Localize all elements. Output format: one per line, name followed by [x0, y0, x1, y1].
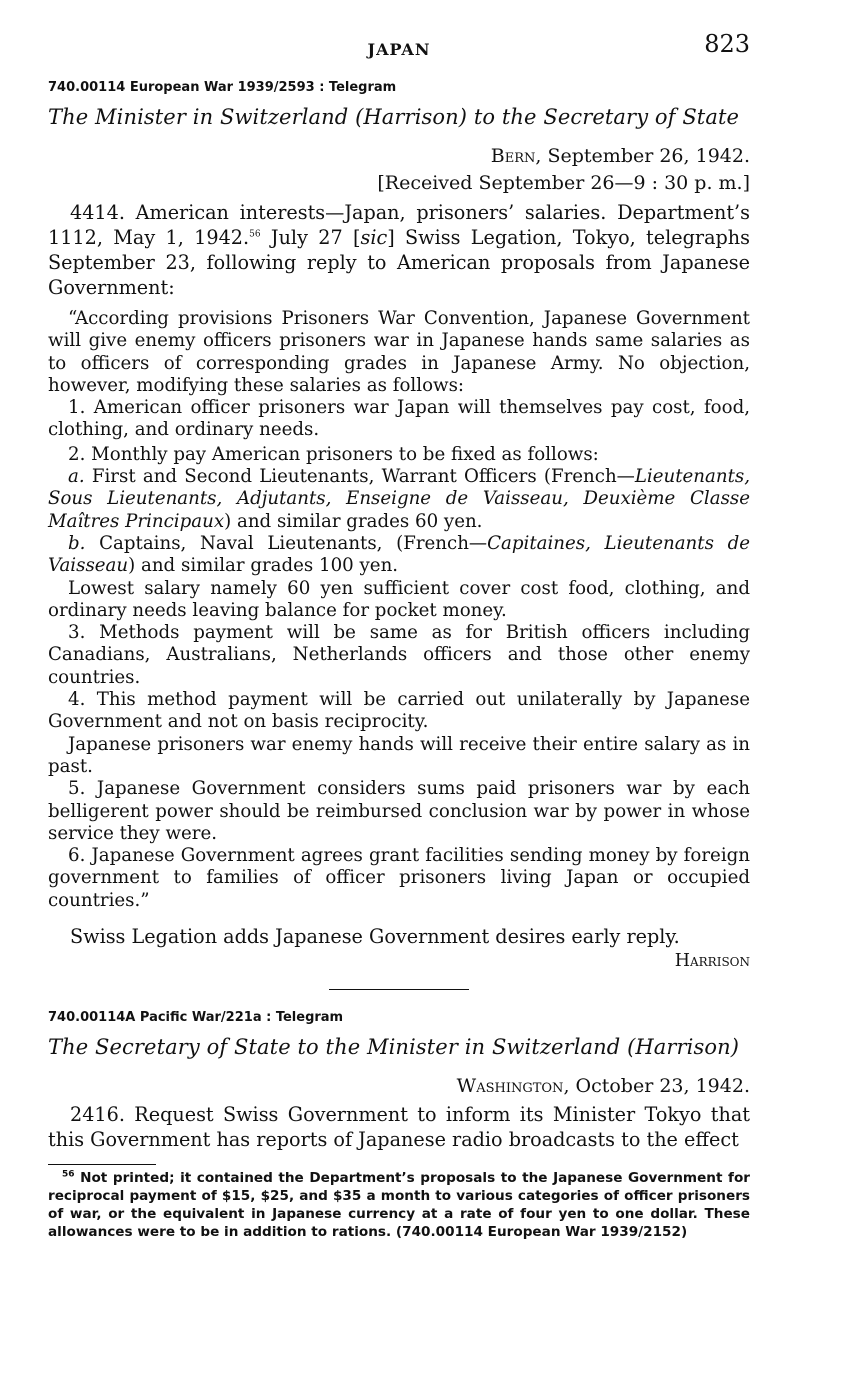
- quote-lowest-salary: Lowest salary namely 60 yen sufficient cover cost food, clothing, and ordinary needs leaving balance for pocket money.: [48, 577, 750, 621]
- quote-item-5: 5. Japanese Government considers sums paid prisoners war by each belligerent power should be reimbursed conclusion war by power in whose service they were.: [48, 778, 750, 844]
- dateline-date: , October 23, 1942.: [563, 1075, 750, 1098]
- footnote-text: Not printed; it contained the Department’s proposals to the Japanese Government for reciprocal payment of $15, $25, and $35 a month to various categories of officer prisoners of war, or the equivalent in Japanese currency at a rate of four yen to one dollar. These allowances were to be in addition to rations. (740.00114 European War 1939/2152): [48, 1170, 750, 1241]
- item-label: a.: [68, 466, 85, 488]
- item-label: b.: [68, 532, 86, 554]
- sic-notation: sic: [360, 226, 388, 249]
- footnote-marker: 56: [62, 1169, 75, 1180]
- paragraph-text: July 27 [: [260, 226, 361, 249]
- quote-item-1: 1. American officer prisoners war Japan will themselves pay cost, food, clothing, and ordinary needs.: [48, 397, 750, 441]
- page: [48, 30, 750, 1241]
- closing-paragraph: Swiss Legation adds Japanese Government desires early reply.: [70, 925, 680, 949]
- received-line: [Received September 26—9 : 30 p. m.]: [377, 172, 750, 194]
- quote-item-4: 4. This method payment will be carried out unilaterally by Japanese Government and not on basis reciprocity.: [48, 689, 750, 733]
- dateline-1: [48, 143, 750, 170]
- signature: Harrison: [674, 951, 750, 972]
- dateline-place: Bern: [490, 145, 536, 167]
- running-title: JAPAN: [367, 40, 431, 59]
- paragraph-text: 4414. American interests—Japan, prisoners’ salaries. Department’s 1112, May 1, 1942.: [48, 201, 750, 249]
- paragraph-text: ] Swiss Legation, Tokyo, telegraphs September 23, following reply to American proposals from Japanese Government:: [48, 226, 750, 299]
- quote-item-b: [48, 533, 750, 578]
- document-heading-1: The Minister in Switzerland (Harrison) to the Secretary of State: [48, 105, 740, 129]
- quote-japanese-prisoners: Japanese prisoners war enemy hands will receive their entire salary as in past.: [48, 733, 750, 777]
- telegram-paragraph-2: 2416. Request Swiss Government to inform its Minister Tokyo that this Government has reports of Japanese radio broadcasts to the effect: [48, 1103, 750, 1152]
- quote-paragraph: “According provisions Prisoners War Convention, Japanese Government will give enemy officers prisoners war in Japanese hands same salaries as to officers of corresponding grades in Japanese Army. No objection, however, modifying these salaries as follows:: [48, 308, 750, 396]
- quoted-reply: [48, 308, 750, 912]
- telegram-paragraph-1: [48, 200, 750, 300]
- quote-item-2: 2. Monthly pay American prisoners to be fixed as follows:: [68, 443, 599, 465]
- item-text: ) and similar grades 100 yen.: [128, 555, 399, 577]
- item-text-italic: Lieutenants, Sous Lieutenants, Adjutants, Enseigne de Vaisseau, Deuxième Classe Maîtres Principaux: [48, 466, 750, 532]
- document-heading-2: The Secretary of State to the Minister in Switzerland (Harrison): [48, 1035, 740, 1060]
- item-text: First and Second Lieutenants, Warrant Officers (French—: [84, 466, 635, 488]
- dateline-place: Washington: [456, 1075, 564, 1098]
- item-text: Captains, Naval Lieutenants, (French—: [85, 532, 488, 554]
- footnote-reference: 56: [249, 229, 261, 240]
- footnote: [48, 1169, 750, 1241]
- footnote-divider: [48, 1164, 156, 1165]
- quote-item-a: [48, 466, 750, 533]
- quote-item-3: 3. Methods payment will be same as for British officers including Canadians, Australians, Netherlands officers and those other enemy countries.: [48, 622, 750, 688]
- item-text: ) and similar grades 60 yen.: [224, 510, 483, 532]
- dateline-date: , September 26, 1942.: [535, 145, 750, 167]
- page-number: 823: [704, 30, 750, 58]
- running-head: [48, 30, 750, 66]
- file-reference-2: 740.00114A Pacific War/221a : Telegram: [48, 1010, 344, 1026]
- section-divider: [329, 989, 469, 990]
- file-reference-1: 740.00114 European War 1939/2593 : Telegram: [48, 80, 397, 95]
- quote-item-6: 6. Japanese Government agrees grant facilities sending money by foreign government to families of officer prisoners living Japan or occupied countries.”: [48, 845, 750, 911]
- item-text-italic: Capitaines, Lieutenants de Vaisseau: [48, 532, 750, 577]
- dateline-2: [48, 1073, 750, 1100]
